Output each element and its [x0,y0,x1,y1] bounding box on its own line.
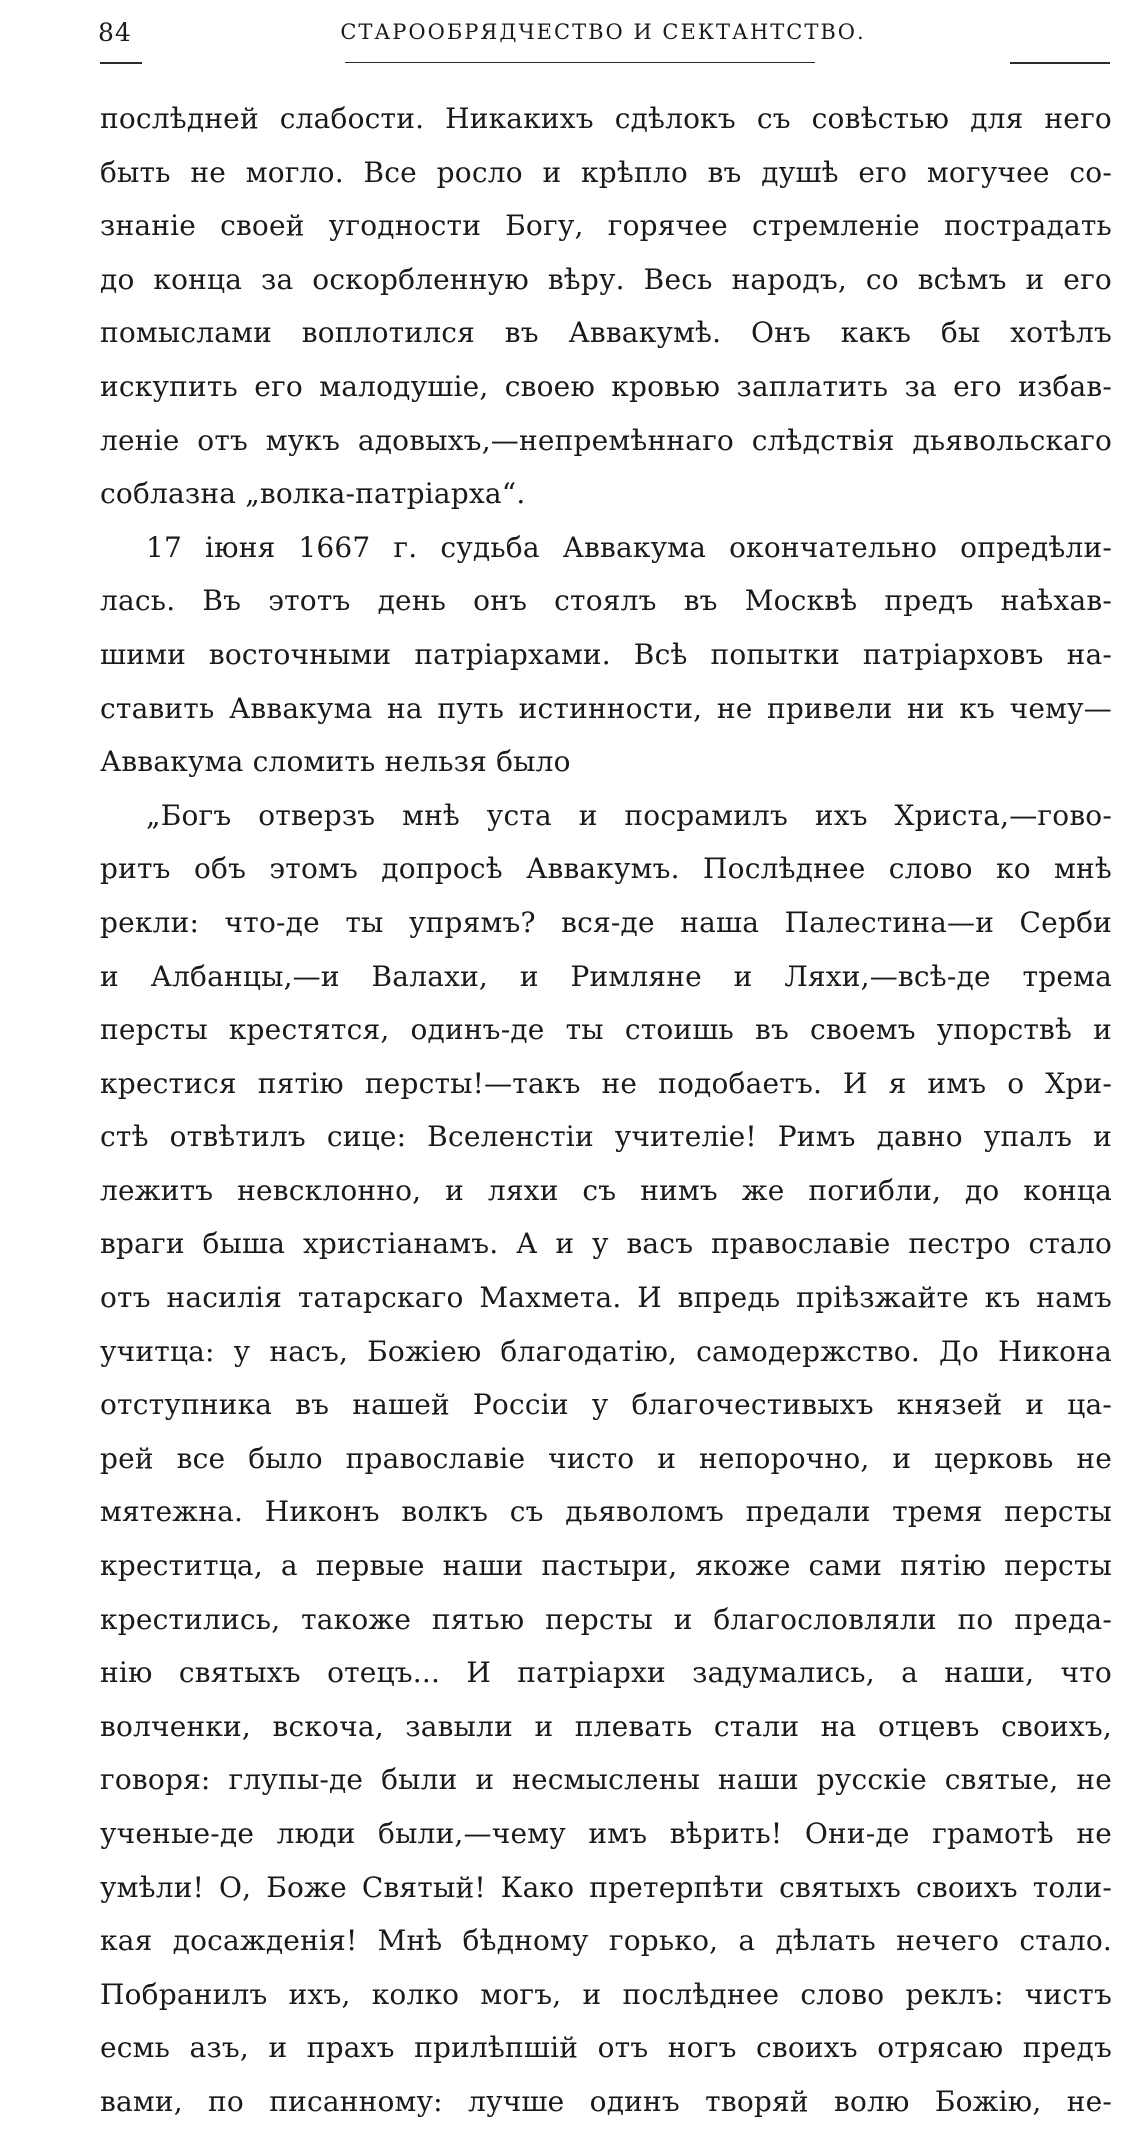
text-line: мятежна. Никонъ волкъ съ дьяволомъ предали тремя персты [100,1495,1112,1529]
text-line: „Богъ отверзъ мнѣ уста и посрамилъ ихъ Христа,—гово- [146,798,1112,832]
page-number: 84 [98,18,132,47]
running-head: СТАРООБРЯДЧЕСТВО И СЕКТАНТСТВО. [340,20,866,44]
text-line: соблазна „волка-патріарха“. [100,477,526,511]
text-line: рекли: что-де ты упрямъ? вся-де наша Палестина—и Серби [100,905,1112,939]
header-rule-left [100,62,142,64]
text-line: враги быша христіанамъ. А и у васъ православіе пестро стало [100,1227,1112,1261]
text-line: вами, по писанному: лучше одинъ творяй волю Божію, не- [100,2084,1112,2118]
text-line: персты крестятся, одинъ-де ты стоишь въ своемъ упорствѣ и [100,1013,1112,1047]
text-line: леніе отъ мукъ адовыхъ,—непремѣннаго слѣдствія дьявольскаго [100,423,1112,457]
text-line: волченки, вскоча, завыли и плевать стали на отцевъ своихъ, [100,1709,1112,1743]
text-line: и Албанцы,—и Валахи, и Римляне и Ляхи,—всѣ-де трема [100,959,1112,993]
header-rule-right [1010,62,1110,64]
text-line: крестися пятію персты!—такъ не подобаетъ. И я имъ о Хри- [100,1066,1112,1100]
text-line: нію святыхъ отецъ... И патріархи задумались, а наши, что [100,1656,1112,1690]
text-line: учитца: у насъ, Божіею благодатію, самодержство. До Никона [100,1334,1112,1368]
text-line: Аввакума сломить нельзя было [100,745,571,779]
text-line: рей все было православіе чисто и непорочно, и церковь не [100,1441,1112,1475]
text-line: послѣдней слабости. Никакихъ сдѣлокъ съ совѣстью для него [100,102,1112,135]
text-line: 17 іюня 1667 г. судьба Аввакума окончательно опредѣли- [146,530,1112,564]
text-line: креститца, а первые наши пастыри, якоже сами пятію персты [100,1549,1112,1583]
text-line: кая досажденія! Мнѣ бѣдному горько, а дѣлать нечего стало. [100,1924,1112,1958]
text-line: умѣли! О, Боже Святый! Како претерпѣти святыхъ своихъ толи- [100,1870,1112,1904]
text-line: лась. Въ этотъ день онъ стоялъ въ Москвѣ предъ наѣхав- [100,584,1112,618]
text-line: ученые-де люди были,—чему имъ вѣрить! Они-де грамотѣ не [100,1817,1112,1850]
text-line: быть не могло. Все росло и крѣпло въ душѣ его могучее со- [100,155,1112,189]
text-line: есмь азъ, и прахъ прилѣпшій отъ ногъ своихъ отрясаю предъ [100,2031,1112,2065]
header-rule-middle [345,62,815,63]
text-line: лежитъ невсклонно, и ляхи съ нимъ же погибли, до конца [100,1173,1112,1207]
text-line: крестились, такоже пятью персты и благословляли по преда- [100,1602,1112,1636]
text-line: до конца за оскорбленную вѣру. Весь народъ, со всѣмъ и его [100,262,1112,296]
text-line: говоря: глупы-де были и несмыслены наши русскіе святые, не [100,1763,1112,1797]
text-line: ставить Аввакума на путь истинности, не привели ни къ чему— [100,691,1112,725]
text-line: стѣ отвѣтилъ сице: Вселенстіи учителіе! Римъ давно упалъ и [100,1120,1112,1154]
text-line: знаніе своей угодности Богу, горячее стремленіе пострадать [100,209,1112,243]
text-line: отступника въ нашей Россіи у благочестивыхъ князей и ца- [100,1388,1112,1422]
body-text [100,92,1112,2129]
text-line: отъ насилія татарскаго Махмета. И впредь пріѣзжайте къ намъ [100,1281,1112,1315]
text-line: ритъ объ этомъ допросѣ Аввакумъ. Послѣднее слово ко мнѣ [100,852,1112,886]
page-header [98,14,1108,54]
text-line: Побранилъ ихъ, колко могъ, и послѣднее слово реклъ: чистъ [100,1977,1112,2011]
text-line: искупить его малодушіе, своею кровью заплатить за его избав- [100,369,1112,403]
text-line: помыслами воплотился въ Аввакумѣ. Онъ какъ бы хотѣлъ [100,316,1112,350]
text-line: шими восточными патріархами. Всѣ попытки патріарховъ на- [100,637,1112,671]
